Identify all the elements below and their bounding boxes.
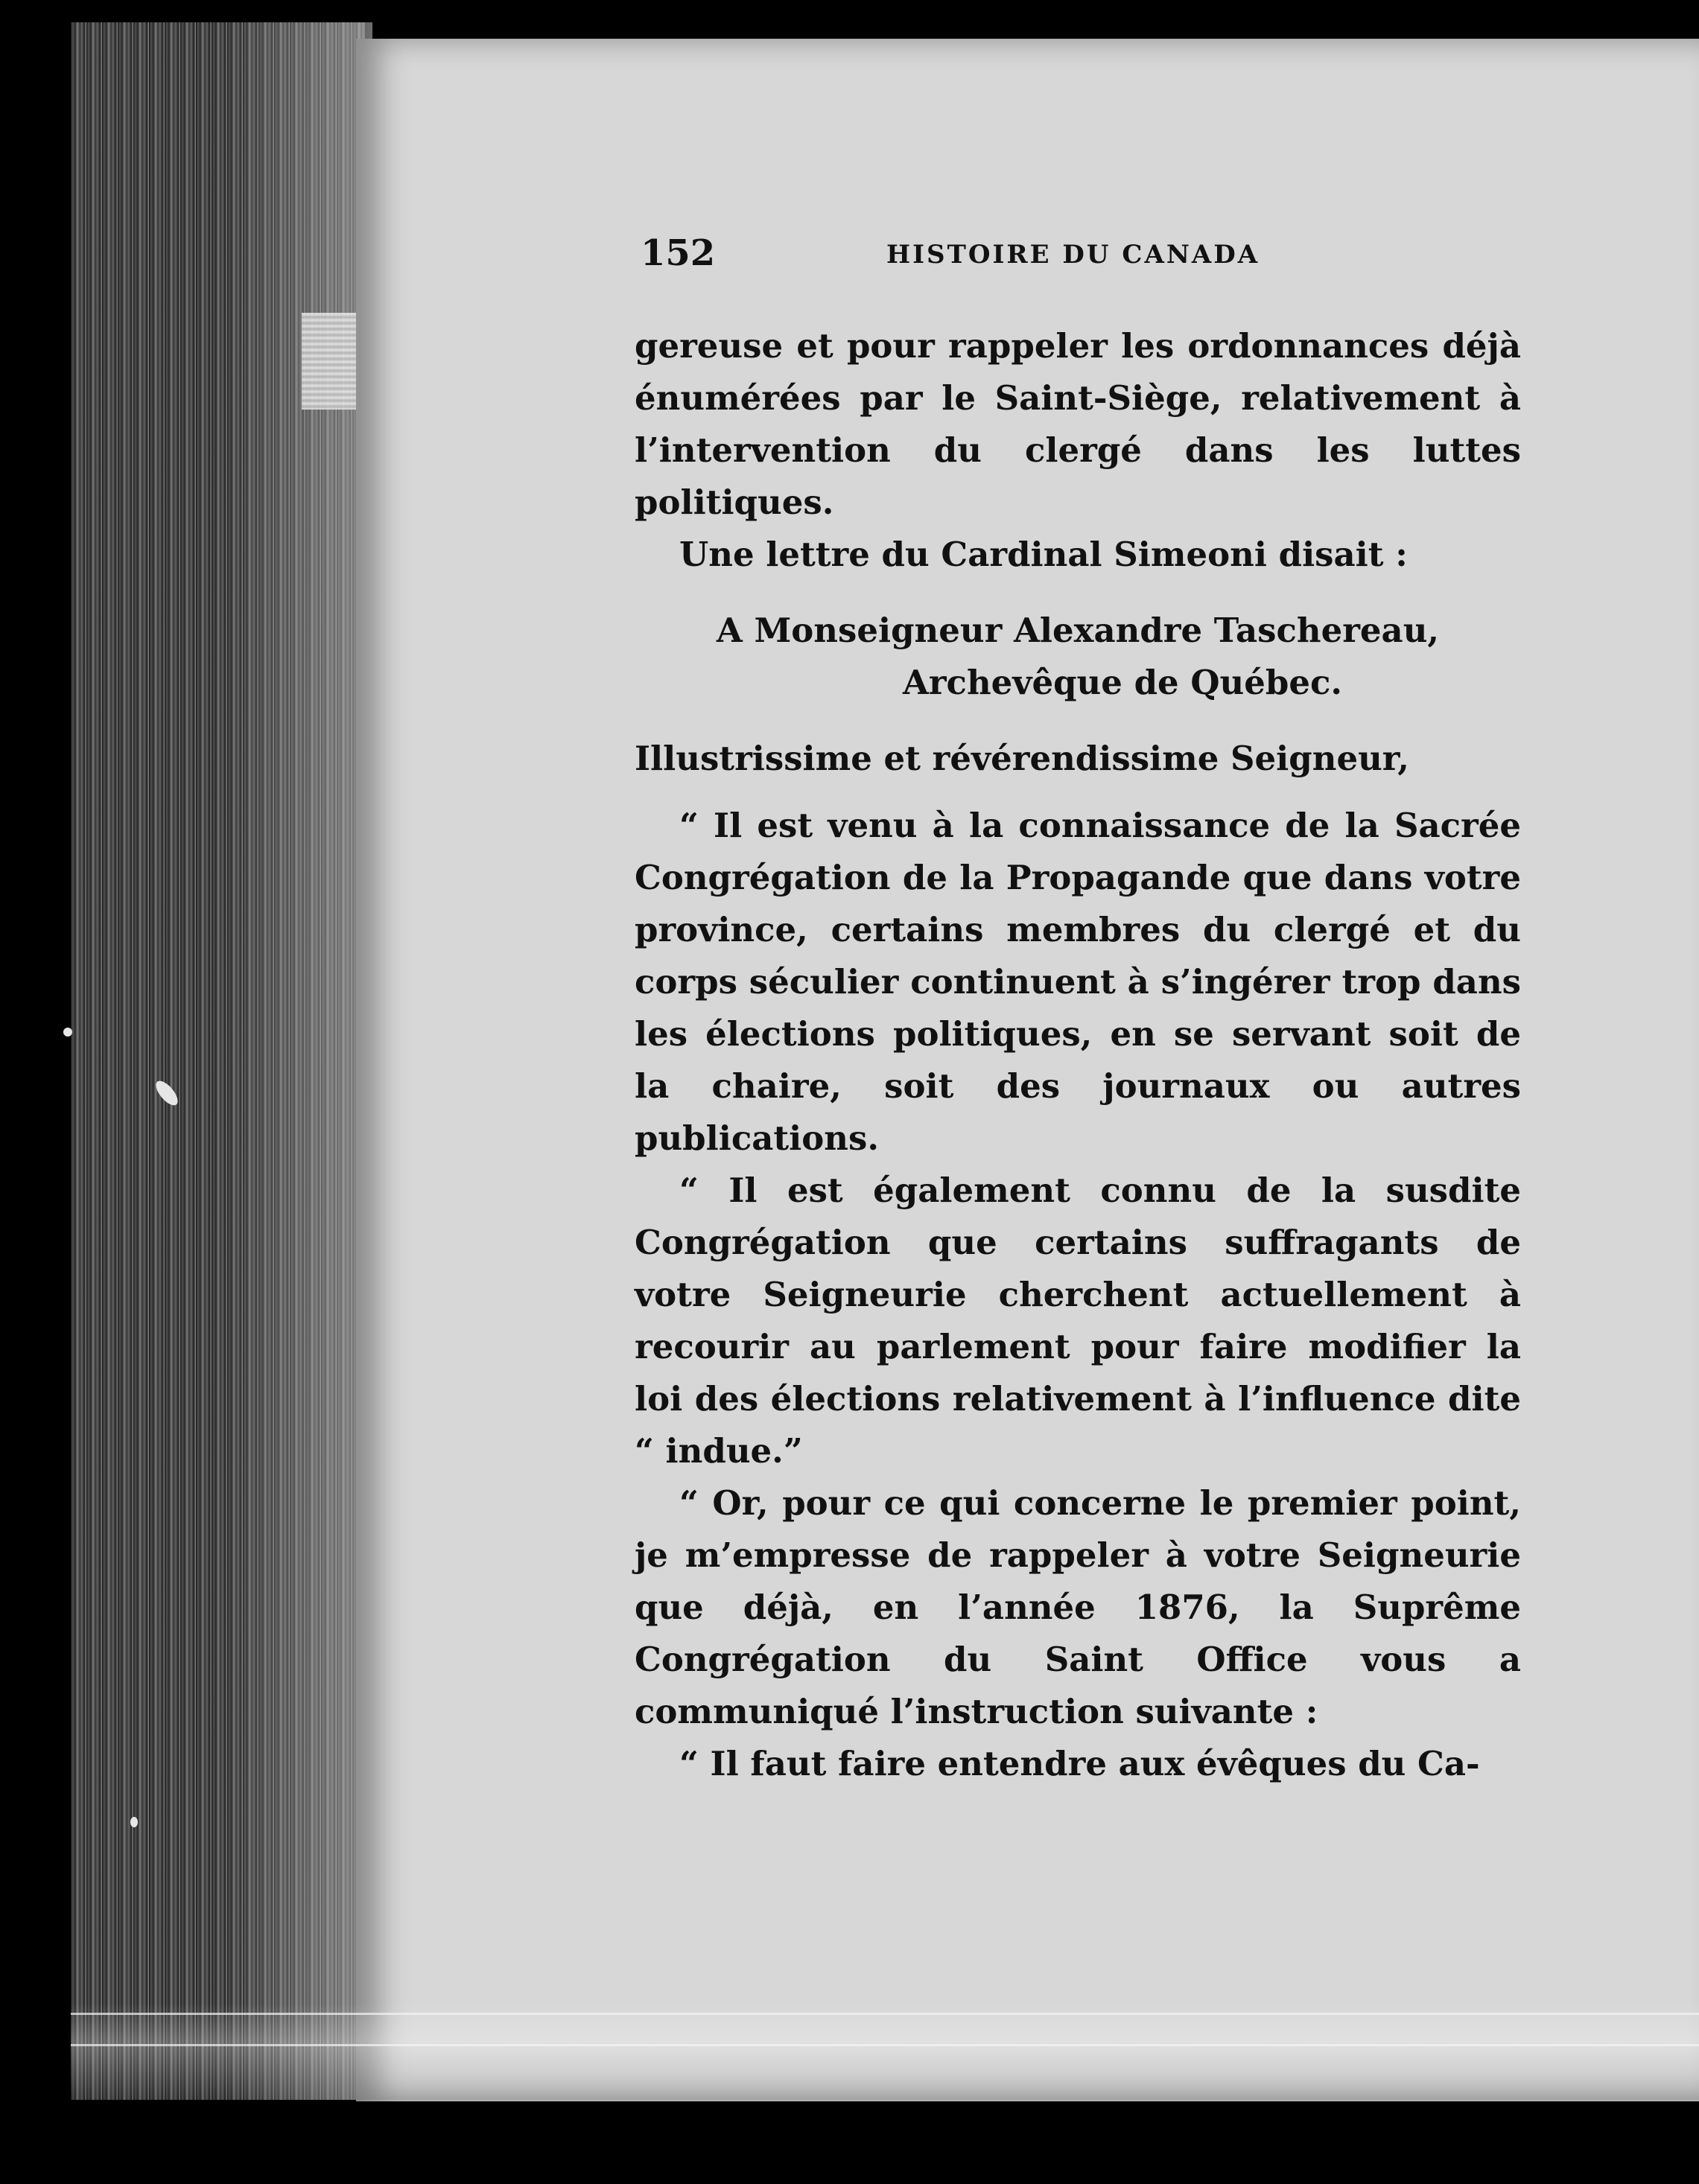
paragraph: “ Il est venu à la connaissance de la Sacrée Congrégation de la Propagande que dans votre province, certains membres du clergé et du corps séculier continuent à s’ingérer trop dans les élections politiques, en se servant soit de la chaire, soit des journaux ou autres publications. — [635, 806, 1521, 1158]
dust-speck — [130, 1817, 138, 1827]
scan-artifact-line — [71, 2013, 1699, 2015]
paragraph: “ Il est également connu de la susdite Congrégation que certains suffragants de votre Seigneurie cherchent actuellement à recourir au parlement pour faire modifier la loi des élections relativement à l’influence dite “ indue.” — [635, 1171, 1521, 1471]
page-body — [635, 320, 1521, 1790]
address-line: Archevêque de Québec. — [902, 663, 1343, 702]
dust-speck — [63, 1028, 72, 1037]
paragraph: “ Il faut faire entendre aux évêques du Ca- — [679, 1744, 1480, 1783]
page-header — [641, 232, 1519, 277]
paragraph: gereuse et pour rappeler les ordonnances déjà énumérées par le Saint-Siège, relativement à l’intervention du clergé dans les luttes politiques. — [635, 326, 1521, 522]
salutation: Illustrissime et révérendissime Seigneur, — [635, 739, 1409, 778]
running-head: HISTOIRE DU CANADA — [886, 240, 1260, 270]
paragraph: Une lettre du Cardinal Simeoni disait : — [679, 535, 1408, 574]
address-line: A Monseigneur Alexandre Taschereau, — [716, 611, 1440, 650]
scan-artifact-line — [71, 2044, 1699, 2046]
page-number: 152 — [641, 232, 716, 274]
paragraph: “ Or, pour ce qui concerne le premier point, je m’empresse de rappeler à votre Seigneurie que déjà, en l’année 1876, la Suprême Congrégation du Saint Office vous a communiqué l’instruction suivante : — [635, 1483, 1521, 1731]
bottom-page-band — [71, 2003, 1699, 2100]
